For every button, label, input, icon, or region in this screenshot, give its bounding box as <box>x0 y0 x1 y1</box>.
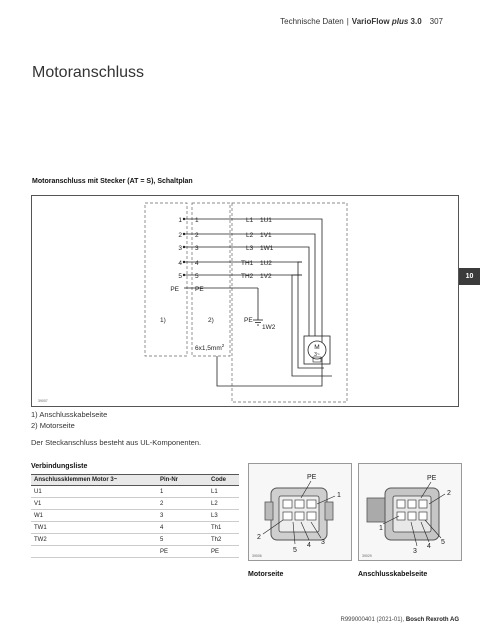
cell: W1 <box>31 510 157 522</box>
col-header-pin: Pin-Nr <box>157 475 208 486</box>
terminal-th2: TH2 <box>241 273 254 280</box>
zone2-label: 2) <box>208 317 214 324</box>
connection-lines <box>184 219 332 386</box>
cell: PE <box>157 546 208 558</box>
right-pin-2: 2 <box>195 232 199 239</box>
photo-left-label-4: 4 <box>307 542 311 549</box>
cell <box>31 546 157 558</box>
motor-m: M <box>314 344 320 351</box>
terminal-1v1: 1V1 <box>260 232 272 239</box>
table-title: Verbindungsliste <box>31 463 88 470</box>
photo-left-label-5: 5 <box>293 547 297 554</box>
chapter-tab: 10 <box>459 268 480 285</box>
caption-cable-side: Anschlusskabelseite <box>358 571 428 578</box>
footer-doc: R999000401 (2021-01), <box>340 617 405 623</box>
cell: PE <box>208 546 239 558</box>
table-header-row <box>31 475 239 486</box>
connector-cable-side-illustration <box>359 464 461 560</box>
terminal-th1: TH1 <box>241 260 254 267</box>
photo-left-label-2: 2 <box>257 534 261 541</box>
cell: L2 <box>208 498 239 510</box>
photo-right-label-5: 5 <box>441 539 445 546</box>
cell: Th2 <box>208 534 239 546</box>
product-main: VarioFlow <box>351 17 390 26</box>
left-pin-pe: PE <box>170 286 179 293</box>
terminal-l1: L1 <box>246 217 254 224</box>
connection-table <box>31 474 239 558</box>
photo-right-label-4: 4 <box>427 543 431 550</box>
photo-left-label-3: 3 <box>321 539 325 546</box>
right-pin-4: 4 <box>195 260 199 267</box>
note-motor-side: 2) Motorseite <box>31 421 75 430</box>
right-pin-1: 1 <box>195 217 199 224</box>
table-row <box>31 486 239 498</box>
table-row <box>31 534 239 546</box>
note-cable-side: 1) Anschlusskabelseite <box>31 410 108 419</box>
table-row <box>31 546 239 558</box>
connector-motor-side-illustration <box>249 464 351 560</box>
table-row <box>31 498 239 510</box>
wiring-diagram <box>31 195 459 407</box>
motor-phase: 3~ <box>314 352 320 358</box>
photo-left-id: 39006 <box>252 554 262 558</box>
table-row <box>31 522 239 534</box>
cell: 3 <box>157 510 208 522</box>
cell: L3 <box>208 510 239 522</box>
photo-left-label-1: 1 <box>337 492 341 499</box>
photo-right-label-3: 3 <box>413 548 417 555</box>
cell: 5 <box>157 534 208 546</box>
cell: 2 <box>157 498 208 510</box>
diagram-image-id: 39007 <box>38 399 48 403</box>
cell: V1 <box>31 498 157 510</box>
cell: L1 <box>208 486 239 498</box>
photo-motor-side <box>248 463 352 561</box>
pe-label: PE <box>244 317 253 324</box>
photo-right-label-pe: PE <box>427 475 437 482</box>
photo-left-label-pe: PE <box>307 474 317 481</box>
cell: Th1 <box>208 522 239 534</box>
terminal-1v2: 1V2 <box>260 273 272 280</box>
terminal-l2: L2 <box>246 232 254 239</box>
header-separator: | <box>346 17 349 26</box>
terminal-l3: L3 <box>246 245 254 252</box>
cell: U1 <box>31 486 157 498</box>
photo-right-label-1: 1 <box>379 525 383 532</box>
left-pin-4: 4 <box>178 260 182 267</box>
cell: TW2 <box>31 534 157 546</box>
terminal-1w1: 1W1 <box>260 245 274 252</box>
left-pin-5: 5 <box>178 273 182 280</box>
footer-company: Bosch Rexroth AG <box>405 617 459 623</box>
photo-right-label-2: 2 <box>447 490 451 497</box>
product-version: 3.0 <box>410 17 422 26</box>
left-pin-3: 3 <box>178 245 182 252</box>
cell: TW1 <box>31 522 157 534</box>
left-pin-1: 1 <box>178 217 182 224</box>
cell: 1 <box>157 486 208 498</box>
right-pin-5: 5 <box>195 273 199 280</box>
right-pin-3: 3 <box>195 245 199 252</box>
section-heading: Motoranschluss mit Stecker (AT = S), Schaltplan <box>32 178 193 185</box>
cell: 4 <box>157 522 208 534</box>
photo-cable-side <box>358 463 462 561</box>
page-footer <box>340 617 459 623</box>
wiring-diagram-svg <box>32 196 460 408</box>
col-header-code: Code <box>208 475 239 486</box>
header-section: Technische Daten <box>280 17 344 26</box>
right-pin-pe: PE <box>195 286 204 293</box>
zone1-label: 1) <box>160 317 166 324</box>
terminal-1w2: 1W2 <box>262 324 276 331</box>
table-row <box>31 510 239 522</box>
running-header <box>280 17 443 26</box>
col-header-terminal: Anschlussklemmen Motor 3~ <box>31 475 157 486</box>
terminal-1u2: 1U2 <box>260 260 272 267</box>
caption-motor-side: Motorseite <box>248 571 284 578</box>
terminal-1u1: 1U1 <box>260 217 272 224</box>
note-ul: Der Steckanschluss besteht aus UL-Komponenten. <box>31 438 202 447</box>
cable-spec: $6x1,5mm^2$ <box>195 343 225 352</box>
motor-symbol <box>304 336 330 364</box>
photo-right-id: 39029 <box>362 554 372 558</box>
page-title: Motoranschluss <box>32 64 145 81</box>
page-number: 307 <box>429 17 443 26</box>
header-product <box>352 17 422 26</box>
left-pin-2: 2 <box>178 232 182 239</box>
product-italic: plus <box>391 17 409 26</box>
